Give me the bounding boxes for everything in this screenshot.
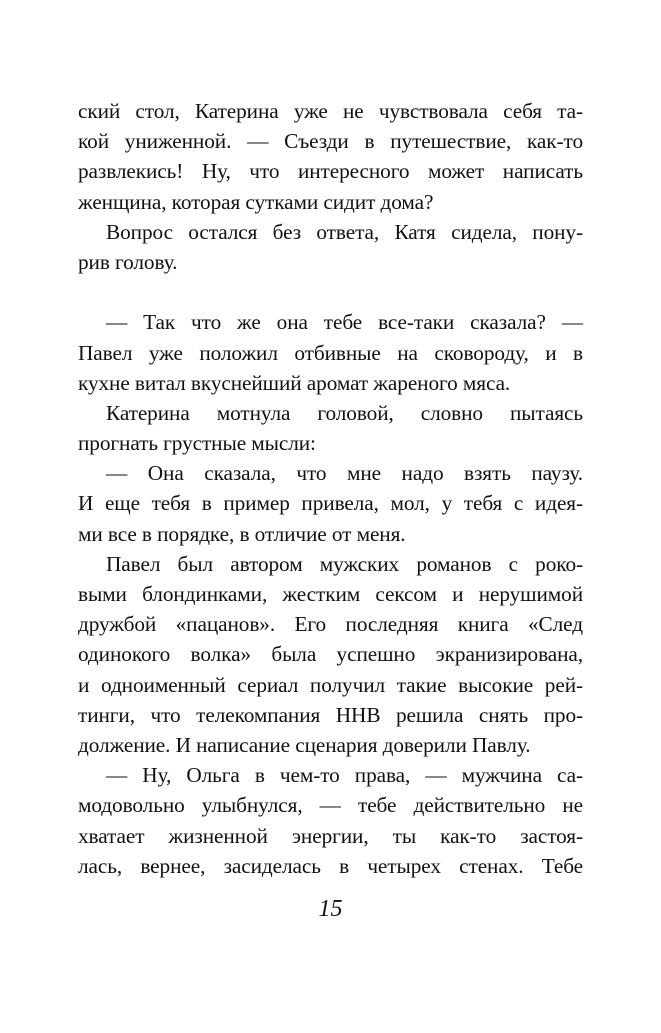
text-line: ский стол, Катерина уже не чувствовала себя та- — [78, 99, 583, 123]
text-line: должение. И написание сценария доверили Павлу. — [78, 732, 531, 757]
text-line: кухне витал вкуснейший аромат жареного мяса. — [78, 370, 511, 395]
text-line: И еще тебя в пример привела, мол, у тебя с идея- — [78, 491, 583, 516]
text-line: — Так что же она тебе все-таки сказала? — — [106, 310, 583, 335]
text-line: хватает жизненной энергии, ты как-то застоя- — [78, 823, 583, 848]
text-line: ми все в порядке, в отличие от меня. — [78, 521, 406, 546]
text-line: кой униженной. — Съезди в путешествие, как-то — [78, 129, 583, 154]
blank-line — [78, 277, 583, 307]
text-line: прогнать грустные мысли: — [78, 431, 316, 456]
text-line: развлекись! Ну, что интересного может написать — [78, 159, 583, 184]
text-line: Катерина мотнула головой, словно пытаясь — [106, 400, 583, 425]
text-line: рив голову. — [78, 249, 178, 274]
text-line: женщина, которая сутками сидит дома? — [78, 189, 434, 214]
text-line: выми блондинками, жестким сексом и нерушимой — [78, 582, 583, 606]
page-body-text — [78, 96, 583, 881]
text-line: Павел был автором мужских романов с роко- — [106, 551, 583, 576]
text-line: тинги, что телекомпания ННВ решила снять про- — [78, 702, 583, 727]
text-line: модовольно улыбнулся, — тебе действительно не — [78, 793, 583, 818]
text-line: одинокого волка» была успешно экранизирована, — [78, 642, 583, 667]
text-line: лась, вернее, засиделась в четырех стенах. Тебе — [78, 853, 583, 878]
text-line: дружбой «пацанов». Его последняя книга «След — [78, 612, 583, 637]
text-line: и одноименный сериал получил такие высокие рей- — [78, 672, 583, 697]
text-line: — Она сказала, что мне надо взять паузу. — [106, 461, 583, 486]
text-line: Вопрос остался без ответа, Катя сидела, пону- — [106, 219, 583, 244]
text-line: Павел уже положил отбивные на сковороду, и в — [78, 340, 583, 365]
page-number: 15 — [318, 896, 343, 922]
text-line: — Ну, Ольга в чем-то права, — мужчина са- — [106, 763, 583, 788]
